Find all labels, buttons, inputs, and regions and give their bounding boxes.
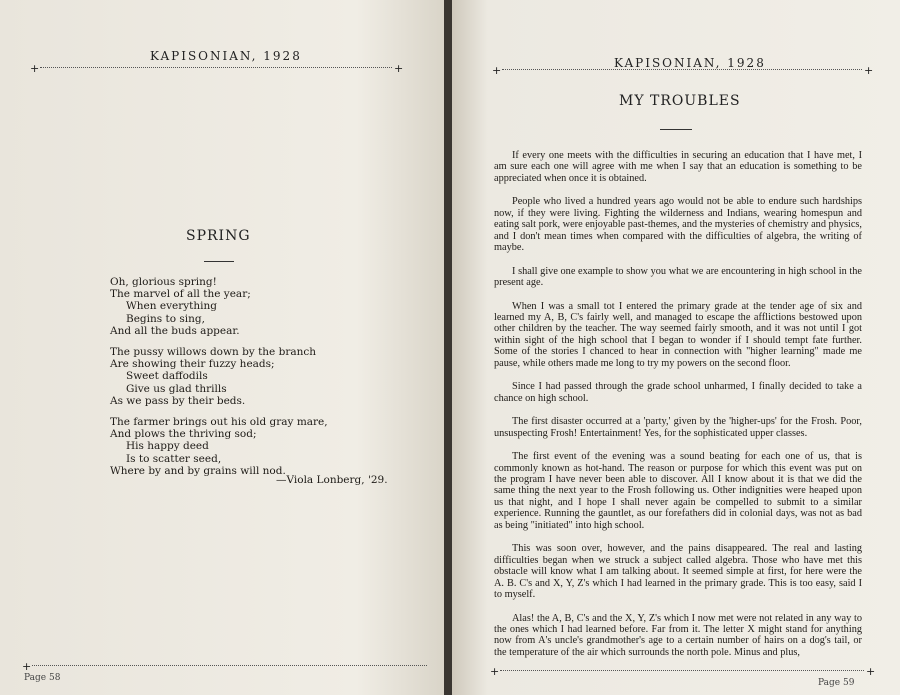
plus-ornament: + — [22, 660, 32, 673]
running-head-left: KAPISONIAN, 1928 — [150, 49, 302, 63]
paragraph: If every one meets with the difficulties in securing an education that I have met, I am sure each one will agree with me when I say that an education is something to be appreciated when once it is obtained. — [494, 150, 862, 184]
paragraph: Since I had passed through the grade school unharmed, I finally decided to take a chance on high school. — [494, 381, 862, 404]
poem-line: When everything — [126, 300, 218, 313]
poem-author: —Viola Lonberg, '29. — [276, 474, 388, 486]
title-rule — [660, 129, 692, 130]
article-title: MY TROUBLES — [619, 93, 741, 109]
poem-line: And plows the thriving sod; — [110, 428, 257, 441]
paragraph: This was soon over, however, and the pains disappeared. The real and lasting difficulties began when we struck a subject called algebra. Those who have met this obstacle will know what I am talking about. It seemed simple at first, for here were the A. B. C's and X, Y, Z's which I had learned in the primary grade. This is too easy, said I to myself. — [494, 543, 862, 600]
poem-line: And all the buds appear. — [110, 324, 240, 337]
poem-line: Is to scatter seed, — [126, 452, 222, 465]
left-page — [0, 0, 446, 695]
poem-line: Where by and by grains will nod. — [110, 464, 286, 477]
poem — [110, 276, 410, 486]
title-rule — [204, 261, 234, 262]
paragraph: I shall give one example to show you what we are encountering in high school in the present age. — [494, 265, 862, 289]
poem-line: His happy deed — [126, 440, 209, 453]
poem-line: The farmer brings out his old gray mare, — [110, 416, 328, 429]
poem-line: Are showing their fuzzy heads; — [110, 358, 275, 371]
stanza — [110, 276, 410, 337]
poem-line: Begins to sing, — [126, 312, 205, 325]
poem-title: SPRING — [186, 228, 251, 244]
plus-ornament: + — [864, 64, 874, 77]
page-number: Page 58 — [24, 673, 61, 683]
paragraph: People who lived a hundred years ago would not be able to endure such hardships now, if they were living. Fighting the wilderness and Indians, wearing homespun and eating salt pork, were enjoyable past-themes, and the mysteries of chemistry and physics, and I don't mean times when compared with the difficulties of algebra, the writing of maybe. — [494, 196, 863, 254]
page-number: Page 59 — [818, 678, 855, 688]
poem-line: Oh, glorious spring! — [110, 276, 217, 288]
poem-line: Give us glad thrills — [126, 382, 227, 395]
plus-ornament: + — [492, 64, 502, 77]
poem-line: As we pass by their beds. — [110, 394, 246, 407]
footer-rule — [32, 665, 427, 666]
paragraph: When I was a small tot I entered the primary grade at the tender age of six and learned my A, B, C's fairly well, and managed to escape the afflictions bestowed upon other children by the teacher. The way seemed fairly smooth, and it was not until I got within sight of the high school that I began to wonder if I should tempt fate further. Some of the stories I chanced to hear in connection with "higher learning" made me pause, while others made me long to try my powers on the second floor. — [494, 300, 862, 369]
plus-ornament: + — [866, 665, 876, 678]
header-rule — [40, 67, 392, 68]
running-head-right: KAPISONIAN, 1928 — [614, 56, 766, 70]
paragraph: The first disaster occurred at a 'party,' given by the 'higher-ups' for the Frosh. Poor, unsuspecting Frosh! Entertainment! Yes, for the sophisticated upper classes. — [494, 416, 862, 439]
poem-line: Sweet daffodils — [126, 370, 208, 383]
stanza — [110, 416, 410, 477]
poem-line: The marvel of all the year; — [110, 288, 251, 301]
header-rule — [502, 69, 862, 70]
poem-line: The pussy willows down by the branch — [110, 346, 317, 359]
article-body — [494, 150, 862, 670]
plus-ornament: + — [394, 62, 404, 75]
stanza — [110, 346, 410, 407]
plus-ornament: + — [490, 665, 500, 678]
paragraph: Alas! the A, B, C's and the X, Y, Z's which I now met were not related in any way to the ones which I had learned before. Far from it. The letter X might stand for anything now from A's uncle's grandmother's age to a certain number of hairs on a dog's tail, or the temperature of the air which surrounds the north pole. Minus and plus, — [494, 612, 862, 658]
paragraph: The first event of the evening was a sound beating for each one of us, that is commonly known as hot-hand. The reason or purpose for which this event was put on the program I have never been able to discover. All I know about it is that we did the same thing the next year to the Frosh following us. Other indignities were heaped upon us that night, and I hope I shall never again be compelled to submit to a similar experience. Running the gauntlet, as our forefathers did in colonial days, was not as bad as being "initiated" into high school. — [494, 451, 862, 531]
plus-ornament: + — [30, 62, 40, 75]
